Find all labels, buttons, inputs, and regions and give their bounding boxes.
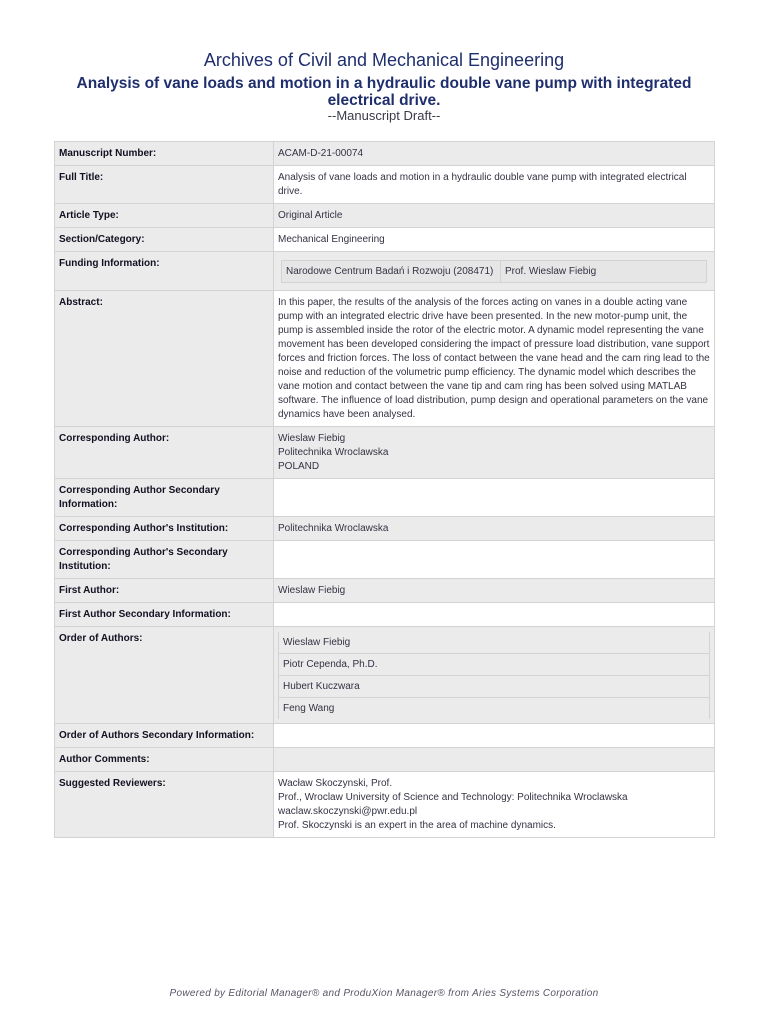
row-label: Suggested Reviewers: (55, 772, 274, 838)
row-label: Full Title: (55, 166, 274, 204)
author-name: Wieslaw Fiebig (278, 433, 346, 444)
row-label: Funding Information: (55, 252, 274, 291)
reviewer-name: Wacław Skoczynski, Prof. (278, 778, 393, 789)
table-row (55, 517, 715, 541)
first-author-secondary-info (274, 603, 715, 627)
table-row (55, 252, 715, 291)
corr-author-secondary-institution (274, 541, 715, 579)
row-label: First Author: (55, 579, 274, 603)
article-type: Original Article (274, 204, 715, 228)
corr-author-institution: Politechnika Wroclawska (274, 517, 715, 541)
row-label: Corresponding Author Secondary Information: (55, 479, 274, 517)
suggested-reviewers (274, 772, 715, 838)
order-authors-secondary-info (274, 724, 715, 748)
list-item: Feng Wang (279, 698, 710, 720)
table-row (55, 427, 715, 479)
row-label: Article Type: (55, 204, 274, 228)
manuscript-info-table (54, 141, 715, 838)
row-label: Author Comments: (55, 748, 274, 772)
first-author: Wieslaw Fiebig (274, 579, 715, 603)
draft-label: --Manuscript Draft-- (327, 108, 441, 123)
row-label: Manuscript Number: (55, 142, 274, 166)
reviewer-email: waclaw.skoczynski@pwr.edu.pl (278, 806, 418, 817)
corr-author-secondary-info (274, 479, 715, 517)
journal-name: Archives of Civil and Mechanical Engineering (203, 50, 565, 70)
footer-credit: Powered by Editorial Manager® and ProduXion Manager® from Aries Systems Corporation (169, 988, 599, 999)
table-row (55, 748, 715, 772)
author-country: POLAND (278, 461, 320, 472)
list-item: Hubert Kuczwara (279, 676, 710, 698)
table-row (55, 541, 715, 579)
list-item: Wieslaw Fiebig (279, 632, 710, 654)
row-label: Corresponding Author: (55, 427, 274, 479)
author-comments (274, 748, 715, 772)
reviewer-note: Prof. Skoczynski is an expert in the area of machine dynamics. (278, 820, 556, 831)
row-label: Order of Authors Secondary Information: (55, 724, 274, 748)
row-label: Corresponding Author's Institution: (55, 517, 274, 541)
table-row (55, 479, 715, 517)
row-label: Order of Authors: (55, 627, 274, 724)
abstract-text: In this paper, the results of the analysis of the forces acting on vanes in a double acting vane pump with an integrated electric drive have been presented. In the new motor-pump unit, the pump is assembled inside the rotor of the electric motor. A dynamic model representing the vane movement has been developed considering the impact of pressure load distribution, vane support forces and friction forces. The loss of contact between the vane head and the cam ring lead to the noise and reduction of the volumetric pump efficiency. The dynamic model which describes the vane motion and contact between the vane tip and cam ring has been solved using MATLAB software. The influence of load distribution, pump design and operational parameters on the vane dynamics have been analysed. (274, 291, 715, 427)
corresponding-author (274, 427, 715, 479)
table-row (55, 204, 715, 228)
row-label: Section/Category: (55, 228, 274, 252)
table-row (55, 603, 715, 627)
funding-table (281, 260, 707, 283)
manuscript-number: ACAM-D-21-00074 (274, 142, 715, 166)
table-row (55, 142, 715, 166)
section-category: Mechanical Engineering (274, 228, 715, 252)
table-row (55, 627, 715, 724)
author-institution: Politechnika Wroclawska (278, 447, 389, 458)
table-row (55, 724, 715, 748)
row-label: Abstract: (55, 291, 274, 427)
manuscript-title: Analysis of vane loads and motion in a hydraulic double vane pump with integrated electrical drive. (76, 75, 692, 109)
funding-recipient: Prof. Wieslaw Fiebig (501, 261, 707, 283)
table-row (55, 228, 715, 252)
funder-name: Narodowe Centrum Badań i Rozwoju (208471) (282, 261, 501, 283)
authors-list (278, 632, 710, 719)
table-row (55, 166, 715, 204)
table-row (55, 772, 715, 838)
document-header (0, 48, 768, 123)
reviewer-affiliation: Prof., Wroclaw University of Science and Technology: Politechnika Wroclawska (278, 792, 628, 803)
full-title: Analysis of vane loads and motion in a hydraulic double vane pump with integrated electrical drive. (274, 166, 715, 204)
row-label: Corresponding Author's Secondary Institution: (55, 541, 274, 579)
list-item: Piotr Cependa, Ph.D. (279, 654, 710, 676)
table-row (55, 579, 715, 603)
row-label: First Author Secondary Information: (55, 603, 274, 627)
table-row (55, 291, 715, 427)
